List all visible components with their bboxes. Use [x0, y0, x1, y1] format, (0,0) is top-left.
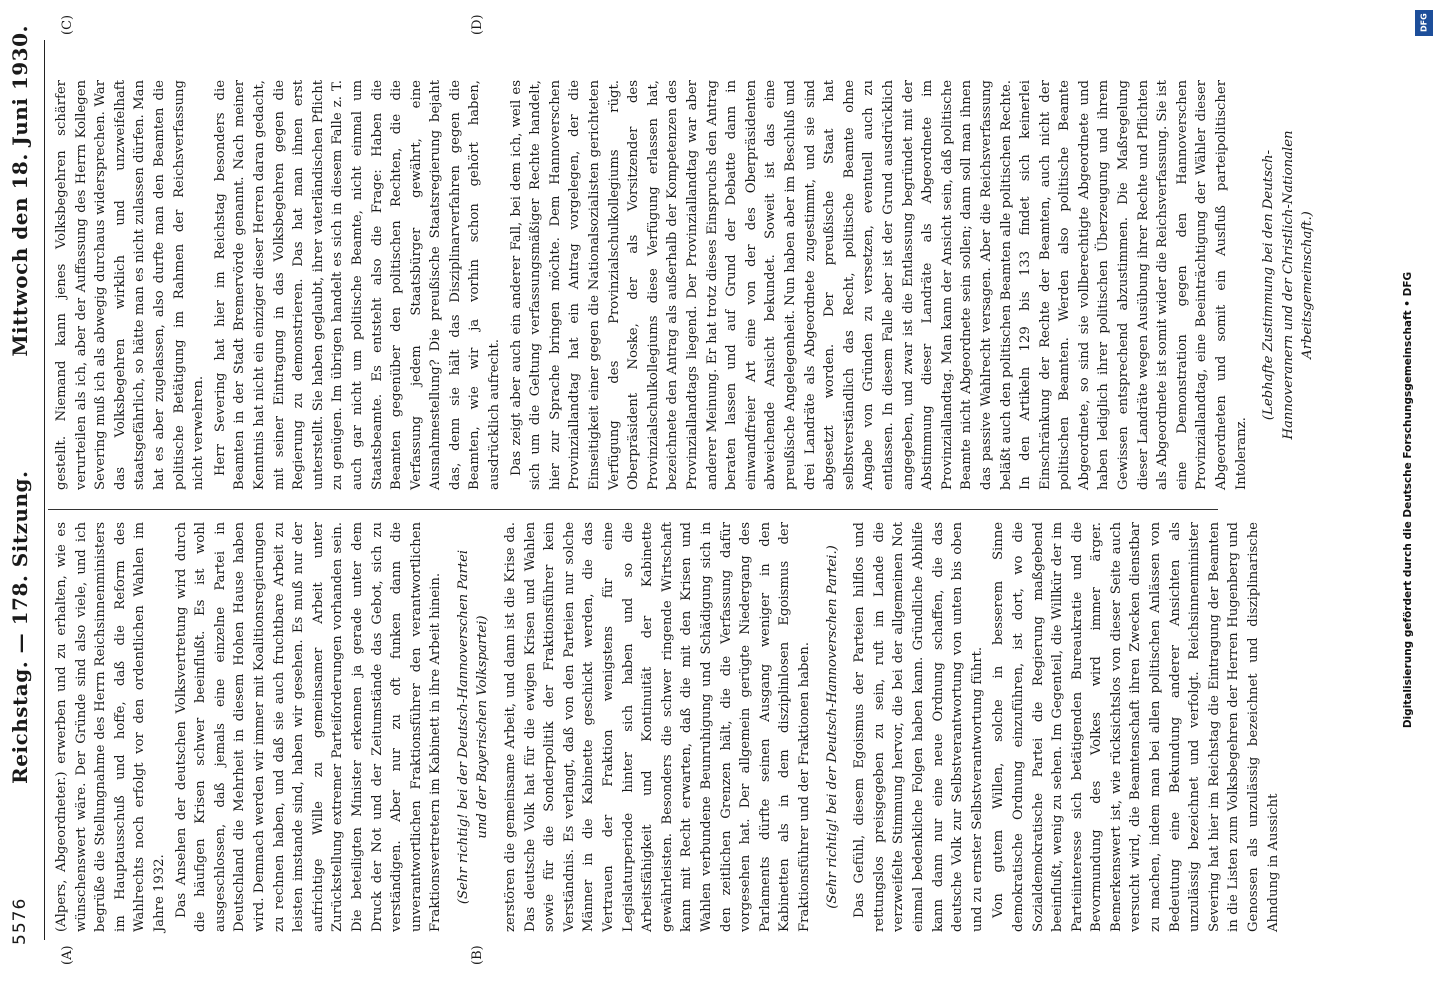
margin-marker-b: (B): [470, 945, 485, 965]
interjection: (Sehr richtig! bei der Deutsch-Hannoverschen Partei.): [824, 545, 840, 909]
column-divider: [48, 509, 1218, 510]
page-number: 5576: [10, 897, 30, 945]
header-rule: [44, 40, 45, 940]
paragraph: Das Gefühl, diesem Egoismus der Parteien hilflos und rettungslos preisgegeben zu sein, ruft im Lande die verzweifelte Stimmung hervor, die bei der allgemeinen Not einmal bedenkliche Folgen haben kann. Gründliche Abhilfe kann dann nur eine neue Ordnung schaffen, die das deutsche Volk zur Selbstverantwortung von unten bis oben und zu ernster Selbstverantwortung führt.: [852, 522, 985, 932]
right-column: [52, 80, 1326, 490]
paragraph: Das Ansehen der deutschen Volksvertretung wird durch die häufigen Krisen schwer beeinflußt. Es ist wohl ausgeschlossen, daß jemals eine einzelne Partei in Deutschland die Mehrheit in diesem Hohen Hause haben wird. Demnach werden wir immer mit Koalitionsregierungen zu rechnen haben, und daß sie auch fruchtbare Arbeit zu leisten imstande sind, haben wir gesehen. Es muß nur der aufrichtige Wille zu gemeinsamer Arbeit unter Zurückstellung extremer Parteiforderungen vorhanden sein. Die beteiligten Minister erkennen ja gerade unter dem Druck der Not und der Zeitumstände das Gebot, sich zu verständigen. Aber nur zu oft funken dann die unverantwortlichen Fraktionsführer den verantwortlichen Fraktionsvertretern im Kabinett in ihre Arbeit hinein.: [173, 522, 444, 932]
paragraph: (Alpers, Abgeordneter.) erwerben und zu erhalten, wie es wünschenswert wäre. Der Gründe sind also viele, und ich begrüße die Stellungnahme des Herrn Reichsinnenministers im Hauptausschuß und hoffe, daß die Reform des Wahlrechts noch erfolgt vor den ordentlichen Wahlen im Jahre 1932.: [54, 522, 167, 932]
funding-notice: Digitalisierung gefördert durch die Deutsche Forschungsgemeinschaft • DFG: [1402, 271, 1414, 729]
session-date: Mittwoch den 18. Juni 1930.: [8, 25, 32, 357]
interjection: (Sehr richtig! bei der Deutsch-Hannoverschen Partei und der Bayerischen Volkspartei): [455, 549, 491, 905]
paragraph: Das zeigt aber auch ein anderer Fall, bei dem ich, weil es sich um die Geltung verfassungsmäßiger Rechte handelt, hier zur Sprache bringen möchte. Dem Hannoverschen Provinziallandtag hat ein Antrag vorgelegen, der die Einseitigkeit einer gegen die Nationalsozialisten gerichteten Verfügung des Provinzialschulkollegiums rügt. Oberpräsident Noske, der als Vorsitzender des Provinzialschulkollegiums diese Verfügung erlassen hat, bezeichnete den Antrag als außerhalb der Kompetenzen des Provinziallandtags liegend. Der Provinziallandtag war aber anderer Meinung. Er hat trotz dieses Einspruchs den Antrag beraten lassen und auf Grund der Debatte dann in einwandfreier Art eine von der des Oberpräsidenten abweichende Ansicht bekundet. Soweit ist das eine preußische Angelegenheit. Nun haben aber im Beschluß und drei Landräte als Abgeordnete zugestimmt, und sie sind abgesetzt worden. Der preußische Staat hat selbstverständlich das Recht, politische Beamte ohne Angabe von Gründen zu versetzen, eventuell auch zu entlassen. In diesem Falle aber ist der Grund ausdrücklich angegeben, und zwar ist die Entlassung begründet mit der Abstimmung dieser Landräte als Abgeordnete im Provinziallandtag. Man kann der Ansicht sein, daß politische Beamte nicht Abgeordnete sein sollen; dann soll man ihnen das passive Wahlrecht versagen. Aber die Reichsverfassung beläßt auch den politischen Beamten alle politischen Rechte. In den Artikeln 129 bis 133 findet sich keinerlei Einschränkung der Rechte der Beamten, auch nicht der politischen Beamten. Werden also politische Beamte Abgeordnete, so sind sie vollberechtigte Abgeordnete und haben lediglich ihrer politischen Überzeugung und ihrem Gewissen entsprechend abzustimmen. Die Maßregelung dieser Landräte wegen Ausübung ihrer Rechte und Pflichten als Abgeordnete ist somit wider die Reichsverfassung. Sie ist eine Demonstration gegen den Hannoverschen Provinziallandtag, eine Beeinträchtigung der Wähler dieser Abgeordneten und somit ein Ausfluß parteipolitischer Intoleranz.: [508, 80, 1249, 490]
paragraph: gestellt. Niemand kann jenes Volksbegehren schärfer verurteilen als ich, aber der Auffassung des Herrn Kollegen Severing muß ich als abwegig durchaus widersprechen. War das Volksbegehren wirklich und unzweifelhaft staatsgefährlich, so hätte man es nicht zulassen dürfen. Man hat es aber zugelassen, also durfte man den Beamten die politische Betätigung im Rahmen der Reichsverfassung nicht verwehren.: [54, 80, 207, 490]
session-title: Reichstag. — 178. Sitzung.: [8, 470, 32, 784]
margin-marker-d: (D): [470, 14, 485, 35]
left-column: [52, 522, 1285, 932]
margin-marker-c: (C): [60, 14, 75, 35]
dfg-logo-icon: DFG: [1415, 10, 1433, 36]
margin-marker-a: (A): [60, 945, 75, 965]
interjection: (Lebhafte Zustimmung bei den Deutsch-Hannoveranern und der Christlich-Nationalen Arbeitsgemeinschaft.): [1261, 130, 1316, 440]
page-header: [0, 25, 40, 945]
paragraph: zerstören die gemeinsame Arbeit, und dann ist die Krise da. Das deutsche Volk hat für die ewigen Krisen und Wahlen sowie für die Sonderpolitik der Fraktionsführer kein Verständnis. Es verlangt, daß von den Parteien nur solche Männer in die Kabinette geschickt werden, die das Vertrauen der Fraktion wenigstens für eine Legislaturperiode hinter sich haben und so die Arbeitsfähigkeit und Kontinuität der Kabinette gewährleisten. Besonders die schwer ringende Wirtschaft kann mit Recht erwarten, daß die mit den Krisen und Wahlen verbundene Beunruhigung und Schädigung sich in den zeitlichen Grenzen hält, die die Verfassung dafür vorgesehen hat. Der allgemein gerügte Niedergang des Parlaments dürfte seinen Ausgang weniger in den Kabinetten als in dem disziplinlosen Egoismus der Fraktionsführer und der Fraktionen haben.: [503, 522, 812, 932]
paragraph: Herr Severing hat hier im Reichstag besonders die Beamten in der Stadt Bremervörde genannt. Nach meiner Kenntnis hat nicht ein einziger dieser Herren daran gedacht, mit seiner Eintragung in das Volksbegehren gegen die Regierung zu demonstrieren. Das hat man ihnen erst unterstellt. Sie haben geglaubt, ihrer vaterländischen Pflicht zu genügen. Im übrigen handelt es sich in diesem Falle z. T. auch gar nicht um politische Beamte, nicht einmal um Staatsbeamte. Es entsteht also die Frage: Haben die Beamten gegenüber den politischen Rechten, die die Verfassung jedem Staatsbürger gewährt, eine Ausnahmestellung? Die preußische Staatsregierung bejaht das, denn sie hält das Disziplinarverfahren gegen die Beamten, wie wir ja vorhin schon gehört haben, ausdrücklich aufrecht.: [212, 80, 503, 490]
paragraph: Von gutem Willen, solche in besserem Sinne demokratische Ordnung einzuführen, ist dort, wo die Sozialdemokratische Partei die Regierung maßgebend beeinflußt, wenig zu sehen. Im Gegenteil, die Willkür der im Parteiinteresse sich betätigenden Bureaukratie und die Bevormundung des Volkes wird immer ärger. Bemerkenswert ist, wie rücksichtslos von dieser Seite auch versucht wird, die Beamtenschaft ihren Zwecken dienstbar zu machen, indem man bei allen politischen Anlässen von Bedeutung eine Bekundung anderer Ansichten als unzulässig bezeichnet und verfolgt. Reichsinnenminister Severing hat hier im Reichstag die Eintragung der Beamten in die Listen zum Volksbegehren der Herren Hugenberg und Genossen als unzulässig bezeichnet und disziplinarische Ahndung in Aussicht: [991, 522, 1281, 932]
